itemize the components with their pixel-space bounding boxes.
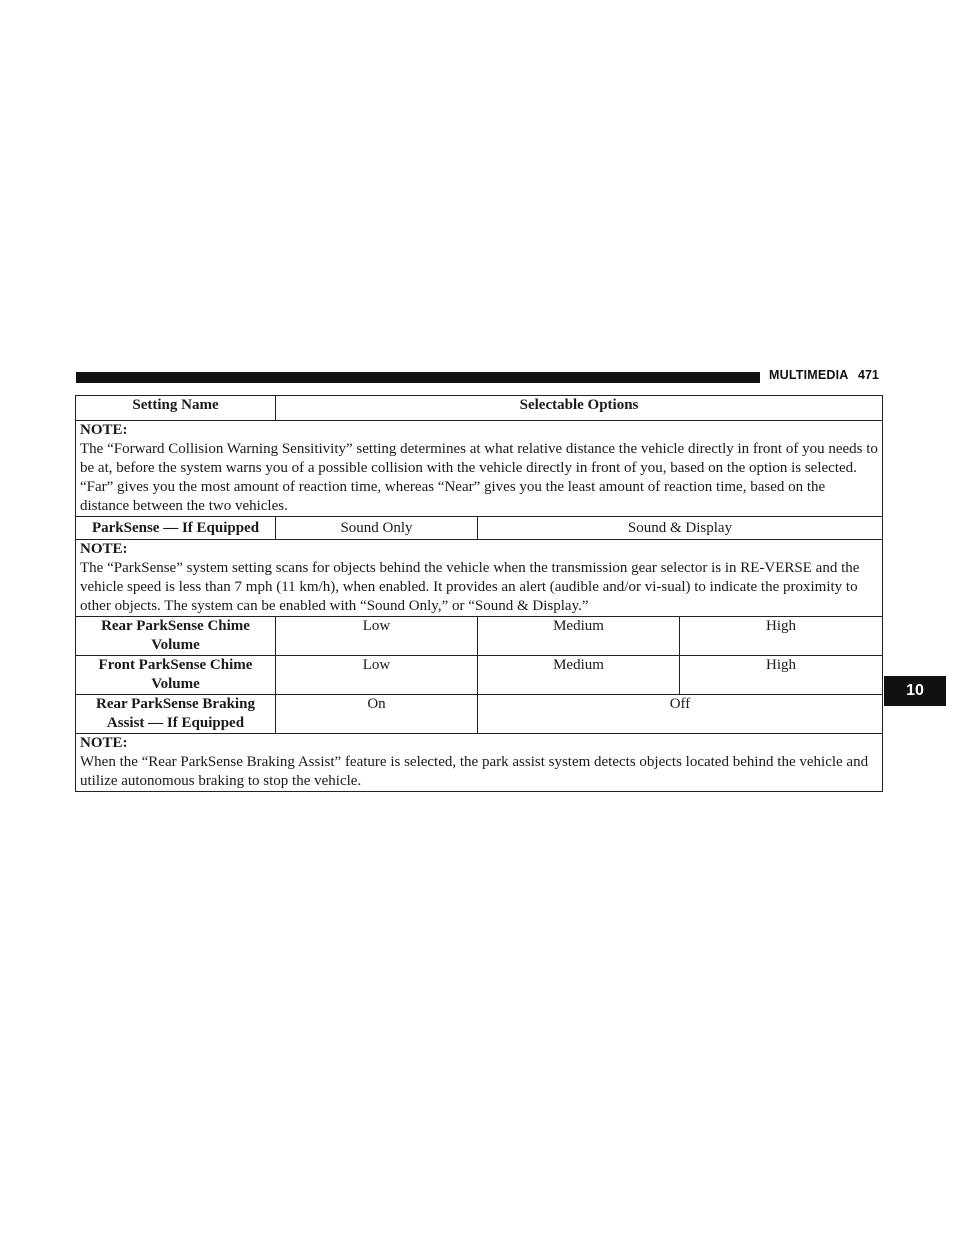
note-title: NOTE: [80, 541, 128, 557]
header-rule [76, 372, 760, 383]
option-off: Off [478, 695, 883, 734]
note-text: When the “Rear ParkSense Braking Assist” feature is selected, the park assist system detects objects located behind the vehicle and utilize autonomous braking to stop the vehicle. [80, 754, 869, 789]
column-header-setting-name: Setting Name [76, 396, 276, 421]
option-high: High [680, 617, 883, 656]
option-low: Low [276, 617, 478, 656]
note-cell [76, 540, 883, 617]
note-cell [76, 421, 883, 517]
note-row [76, 421, 883, 517]
column-header-selectable-options: Selectable Options [276, 396, 883, 421]
note-title: NOTE: [80, 735, 128, 751]
option-medium: Medium [478, 617, 680, 656]
option-high: High [680, 656, 883, 695]
table-row-rear-chime-volume [76, 617, 883, 656]
setting-name-rear-chime-volume: Rear ParkSense Chime Volume [76, 617, 276, 656]
table-row-parksense [76, 517, 883, 540]
note-text: The “ParkSense” system setting scans for objects behind the vehicle when the transmission gear selector is in RE-VERSE and the vehicle speed is less than 7 mph (11 km/h), when enabled. It provides an alert (audible and/or vi-sual) to indicate the proximity to other objects. The system can be enabled with “Sound Only,” or “Sound & Display.” [80, 560, 860, 614]
setting-name-parksense: ParkSense — If Equipped [76, 517, 276, 540]
note-text: The “Forward Collision Warning Sensitivity” setting determines at what relative distance the vehicle directly in front of you needs to be at, before the system warns you of a possible collision with the vehicle directly in front of you, based on the option is selected. “Far” gives you the most amount of reaction time, whereas “Near” gives you the least amount of reaction time, based on the distance between the two vehicles. [80, 441, 878, 514]
page-number: 471 [858, 368, 879, 382]
note-row [76, 734, 883, 792]
settings-table [75, 395, 883, 792]
option-on: On [276, 695, 478, 734]
chapter-tab: 10 [884, 676, 946, 706]
note-row [76, 540, 883, 617]
table-row-braking-assist [76, 695, 883, 734]
option-sound-and-display: Sound & Display [478, 517, 883, 540]
section-title: MULTIMEDIA [769, 368, 849, 382]
table-header-row [76, 396, 883, 421]
option-medium: Medium [478, 656, 680, 695]
option-low: Low [276, 656, 478, 695]
option-sound-only: Sound Only [276, 517, 478, 540]
note-cell [76, 734, 883, 792]
note-title: NOTE: [80, 422, 128, 438]
setting-name-braking-assist: Rear ParkSense Braking Assist — If Equipped [76, 695, 276, 734]
setting-name-front-chime-volume: Front ParkSense Chime Volume [76, 656, 276, 695]
table-row-front-chime-volume [76, 656, 883, 695]
